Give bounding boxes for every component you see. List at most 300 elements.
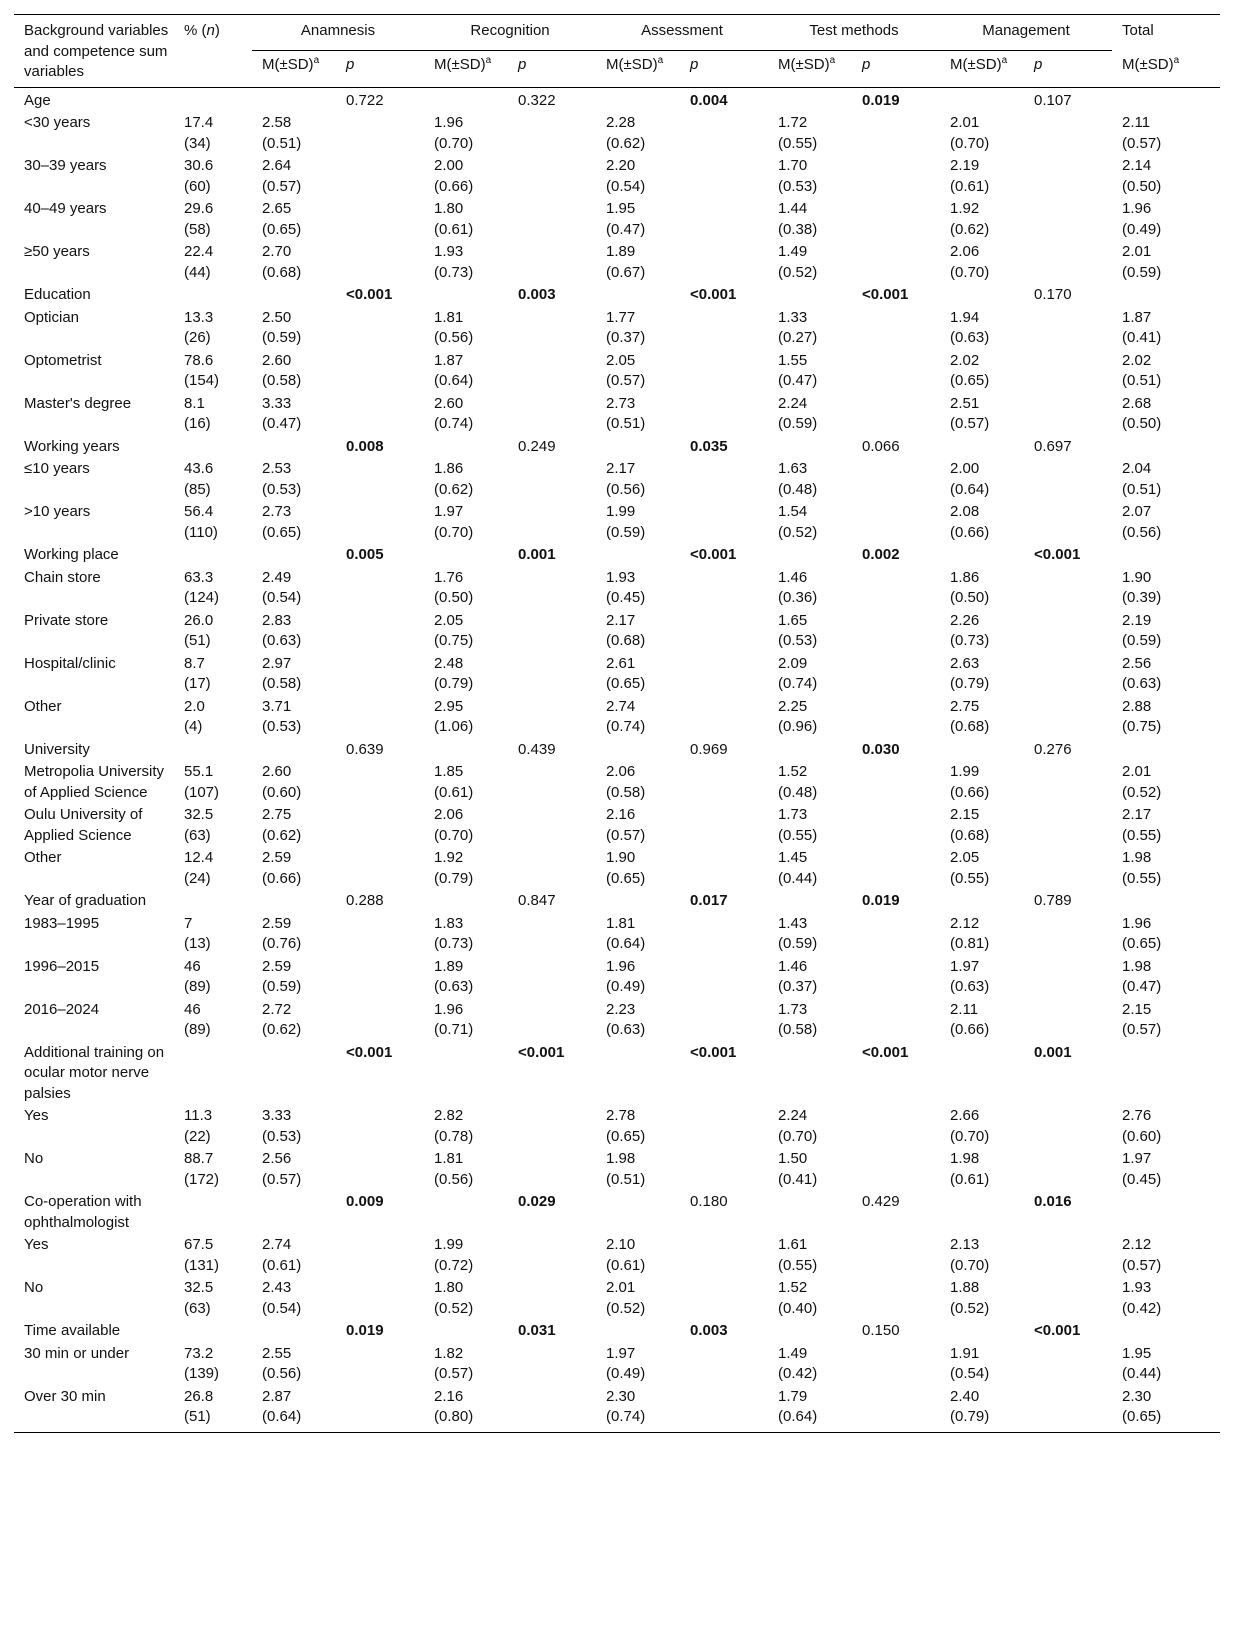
table-row [14, 501, 1220, 544]
p-value [680, 567, 768, 610]
mean-sd-cell [252, 87, 336, 112]
total-mean-sd: 2.01 (0.59) [1122, 243, 1162, 281]
table-row [14, 567, 1220, 610]
percent-n: 67.5 (131) [184, 1236, 220, 1274]
mean-sd-cell: 1.81 (0.56) [434, 1150, 474, 1188]
total-mean-sd: 2.56 (0.63) [1122, 654, 1162, 692]
mean-sd-cell: 1.96 (0.70) [434, 114, 474, 152]
category-label: Over 30 min [24, 1387, 106, 1405]
variable-label: Co-operation with ophthalmologist [24, 1193, 142, 1231]
p-value: 0.107 [1034, 91, 1072, 109]
p-value: <0.001 [690, 546, 737, 563]
table-row [14, 241, 1220, 284]
variable-label: Age [24, 91, 51, 109]
header-background: Background variables and competence sum variables [24, 22, 169, 80]
table-row [14, 1386, 1220, 1433]
p-value [508, 1277, 596, 1320]
mean-sd-cell [252, 544, 336, 567]
total-cell [1112, 1320, 1220, 1343]
category-label: 40–49 years [24, 200, 107, 217]
total-mean-sd: 2.76 (0.60) [1122, 1107, 1162, 1145]
mean-sd-cell: 2.56 (0.57) [262, 1150, 302, 1188]
mean-sd-cell [424, 1320, 508, 1343]
p-value [680, 999, 768, 1042]
mean-sd-cell: 1.86 (0.50) [950, 568, 990, 606]
variable-group-row [14, 87, 1220, 112]
category-label: Other [24, 697, 62, 715]
p-value [1024, 1386, 1112, 1433]
table-row [14, 761, 1220, 804]
mean-sd-cell [596, 284, 680, 307]
total-mean-sd: 2.12 (0.57) [1122, 1236, 1162, 1274]
mean-sd-cell: 1.90 (0.65) [606, 849, 646, 887]
mean-sd-cell [768, 544, 852, 567]
mean-sd-cell [252, 284, 336, 307]
mean-sd-cell: 2.19 (0.61) [950, 157, 990, 195]
mean-sd-cell: 2.00 (0.66) [434, 157, 474, 195]
percent-n: 46 (89) [184, 957, 211, 995]
mean-sd-cell: 3.33 (0.47) [262, 394, 302, 432]
p-value [1024, 610, 1112, 653]
percent-n: 32.5 (63) [184, 1279, 214, 1317]
p-value [852, 1277, 940, 1320]
p-value: <0.001 [346, 286, 393, 303]
p-value [336, 307, 424, 350]
p-value: <0.001 [862, 286, 909, 303]
p-value [336, 610, 424, 653]
p-value [336, 155, 424, 198]
mean-sd-cell [940, 544, 1024, 567]
mean-sd-cell: 2.06 (0.70) [950, 243, 990, 281]
p-value [1024, 653, 1112, 696]
mean-sd-cell [940, 890, 1024, 913]
mean-sd-cell: 2.63 (0.79) [950, 654, 990, 692]
mean-sd-cell: 1.97 (0.63) [950, 957, 990, 995]
p-value: <0.001 [1034, 546, 1081, 563]
p-value: 0.008 [346, 437, 384, 455]
p-value [508, 1343, 596, 1386]
category-label: 1996–2015 [24, 957, 100, 975]
percent-n: 2.0 (4) [184, 697, 205, 735]
p-value [680, 696, 768, 739]
p-value: 0.002 [862, 546, 900, 563]
mean-sd-cell: 2.08 (0.66) [950, 503, 990, 541]
p-value [1024, 1105, 1112, 1148]
mean-sd-cell [940, 284, 1024, 307]
p-value: 0.439 [518, 740, 556, 758]
mean-sd-cell: 2.60 (0.74) [434, 394, 474, 432]
table-row [14, 999, 1220, 1042]
p-value: 0.019 [862, 892, 900, 909]
p-value [1024, 1234, 1112, 1277]
total-mean-sd: 2.68 (0.50) [1122, 394, 1162, 432]
p-value [336, 999, 424, 1042]
p-value [508, 653, 596, 696]
p-value [508, 198, 596, 241]
mean-sd-cell: 2.59 (0.66) [262, 849, 302, 887]
p-value [1024, 696, 1112, 739]
mean-sd-cell [596, 87, 680, 112]
total-mean-sd: 2.02 (0.51) [1122, 351, 1162, 389]
total-mean-sd: 2.04 (0.51) [1122, 460, 1162, 498]
p-value: 0.016 [1034, 1193, 1072, 1210]
p-value [336, 112, 424, 155]
p-value [1024, 847, 1112, 890]
category-label: Chain store [24, 568, 101, 586]
mean-sd-cell [940, 87, 1024, 112]
percent-n: 8.1 (16) [184, 394, 211, 432]
percent-n: 43.6 (85) [184, 460, 214, 498]
mean-sd-cell: 1.81 (0.56) [434, 308, 474, 346]
mean-sd-cell: 2.16 (0.57) [606, 806, 646, 844]
category-label: Hospital/clinic [24, 654, 116, 672]
mean-sd-cell: 2.05 (0.75) [434, 611, 474, 649]
mean-sd-cell: 1.88 (0.52) [950, 1279, 990, 1317]
p-value [1024, 567, 1112, 610]
mean-sd-cell: 1.33 (0.27) [778, 308, 818, 346]
p-value: 0.001 [1034, 1043, 1072, 1061]
p-value [1024, 956, 1112, 999]
mean-sd-cell: 1.94 (0.63) [950, 308, 990, 346]
p-value [680, 458, 768, 501]
p-value [680, 393, 768, 436]
mean-sd-cell: 2.72 (0.62) [262, 1000, 302, 1038]
header-test-methods: Test methods [768, 15, 940, 51]
mean-sd-cell: 2.55 (0.56) [262, 1344, 302, 1382]
mean-sd-cell: 2.60 (0.60) [262, 763, 302, 801]
mean-sd-cell: 2.64 (0.57) [262, 157, 302, 195]
mean-sd-cell [768, 284, 852, 307]
percent-cell [174, 1042, 252, 1106]
mean-sd-cell: 2.24 (0.59) [778, 394, 818, 432]
mean-sd-cell [424, 1191, 508, 1234]
p-value: 0.003 [518, 286, 556, 303]
p-value [508, 1234, 596, 1277]
variable-group-row [14, 1320, 1220, 1343]
total-mean-sd: 1.96 (0.65) [1122, 914, 1162, 952]
p-value: 0.017 [690, 892, 728, 909]
percent-n: 26.0 (51) [184, 611, 214, 649]
mean-sd-cell: 2.09 (0.74) [778, 654, 818, 692]
p-value-header: p [518, 56, 527, 74]
mean-sd-cell [252, 1320, 336, 1343]
header-percent [174, 15, 252, 88]
p-value: 0.029 [518, 1193, 556, 1210]
p-value [508, 956, 596, 999]
mean-sd-cell: 2.15 (0.68) [950, 806, 990, 844]
percent-n: 11.3 (22) [184, 1107, 213, 1145]
p-value [336, 1386, 424, 1433]
mean-sd-cell: 2.48 (0.79) [434, 654, 474, 692]
mean-sd-cell [596, 890, 680, 913]
p-value [852, 956, 940, 999]
percent-n: 29.6 (58) [184, 200, 214, 238]
percent-cell [174, 436, 252, 459]
p-value: 0.001 [518, 546, 556, 563]
p-value [336, 956, 424, 999]
p-value [336, 1277, 424, 1320]
p-value [680, 241, 768, 284]
percent-cell [174, 87, 252, 112]
p-value: 0.288 [346, 892, 384, 909]
table-row [14, 1343, 1220, 1386]
mean-sd-cell: 1.99 (0.66) [950, 763, 990, 801]
percent-cell [174, 739, 252, 762]
p-value [508, 1148, 596, 1191]
p-value [336, 501, 424, 544]
category-label: Master's degree [24, 394, 132, 412]
header-recognition: Recognition [424, 15, 596, 51]
total-mean-sd: 1.95 (0.44) [1122, 1344, 1162, 1382]
mean-sd-cell [424, 544, 508, 567]
mean-sd-cell: 1.96 (0.49) [606, 957, 646, 995]
total-mean-sd: 2.11 (0.57) [1122, 114, 1162, 152]
p-value [852, 1148, 940, 1191]
variable-group-row [14, 436, 1220, 459]
mean-sd-cell: 2.51 (0.57) [950, 394, 990, 432]
mean-sd-cell: 2.01 (0.70) [950, 114, 990, 152]
mean-sd-cell: 2.50 (0.59) [262, 308, 302, 346]
percent-n: 8.7 (17) [184, 654, 211, 692]
mean-sd-cell: 2.49 (0.54) [262, 568, 302, 606]
mean-sd-header: $M(\pm SD)^a$ [778, 55, 836, 74]
p-value [336, 804, 424, 847]
header-assessment: Assessment [596, 15, 768, 51]
p-value [508, 307, 596, 350]
p-value: <0.001 [346, 1043, 393, 1061]
mean-sd-cell [768, 436, 852, 459]
mean-sd-cell [252, 739, 336, 762]
mean-sd-cell: 2.65 (0.65) [262, 200, 302, 238]
p-value [508, 501, 596, 544]
p-value [680, 1386, 768, 1433]
total-mean-sd: 1.97 (0.45) [1122, 1150, 1162, 1188]
p-value [852, 567, 940, 610]
percent-n: 46 (89) [184, 1000, 211, 1038]
p-value [336, 653, 424, 696]
p-value [336, 241, 424, 284]
mean-sd-cell: 2.26 (0.73) [950, 611, 990, 649]
mean-sd-cell: 1.80 (0.61) [434, 200, 474, 238]
mean-sd-cell: 2.23 (0.63) [606, 1000, 646, 1038]
p-value-header: p [690, 56, 699, 74]
percent-n: 55.1 (107) [184, 763, 220, 801]
p-value [336, 847, 424, 890]
p-value [852, 696, 940, 739]
p-value [680, 1343, 768, 1386]
p-value [680, 307, 768, 350]
mean-sd-cell: 2.75 (0.68) [950, 697, 990, 735]
table-row [14, 393, 1220, 436]
p-value: 0.003 [690, 1322, 728, 1339]
category-label: ≤10 years [24, 460, 90, 477]
p-value [1024, 350, 1112, 393]
mean-sd-cell: 2.13 (0.70) [950, 1236, 990, 1274]
p-value [508, 610, 596, 653]
variable-group-row [14, 739, 1220, 762]
p-value [852, 804, 940, 847]
p-value [1024, 155, 1112, 198]
p-value: 0.005 [346, 546, 384, 563]
p-value: 0.639 [346, 740, 384, 758]
p-value: 0.035 [690, 437, 728, 455]
p-value-header: p [346, 56, 355, 74]
mean-sd-cell: 1.72 (0.55) [778, 114, 818, 152]
p-value [336, 1234, 424, 1277]
category-label: <30 years [24, 114, 91, 131]
p-value [1024, 1148, 1112, 1191]
p-value-header: p [1034, 56, 1043, 74]
results-table-container [14, 14, 1220, 1433]
mean-sd-cell: 2.40 (0.79) [950, 1387, 990, 1425]
p-value [1024, 393, 1112, 436]
mean-sd-cell: 1.98 (0.61) [950, 1150, 990, 1188]
percent-n: 13.3 (26) [184, 308, 214, 346]
mean-sd-cell [596, 1191, 680, 1234]
p-value [852, 999, 940, 1042]
p-value [680, 155, 768, 198]
category-label: Oulu University of Applied Science [24, 806, 143, 844]
category-label: Optometrist [24, 351, 102, 369]
mean-sd-cell: 1.93 (0.45) [606, 568, 646, 606]
total-cell [1112, 890, 1220, 913]
header-row-groups [14, 15, 1220, 51]
mean-sd-cell: 1.65 (0.53) [778, 611, 818, 649]
p-value [852, 1234, 940, 1277]
p-value [852, 155, 940, 198]
mean-sd-cell [252, 436, 336, 459]
mean-sd-cell [768, 1042, 852, 1106]
total-mean-sd: 1.87 (0.41) [1122, 308, 1162, 346]
total-cell [1112, 544, 1220, 567]
table-row [14, 804, 1220, 847]
mean-sd-cell [424, 87, 508, 112]
percent-n: 17.4 (34) [184, 114, 214, 152]
p-value [336, 393, 424, 436]
mean-sd-cell: 2.66 (0.70) [950, 1107, 990, 1145]
p-value [508, 567, 596, 610]
total-mean-sd: 2.19 (0.59) [1122, 611, 1162, 649]
mean-sd-cell [940, 739, 1024, 762]
total-mean-sd: 2.30 (0.65) [1122, 1387, 1162, 1425]
p-value [1024, 241, 1112, 284]
p-value [1024, 501, 1112, 544]
percent-n: 56.4 (110) [184, 503, 218, 541]
mean-sd-cell: 2.73 (0.51) [606, 394, 646, 432]
p-value [1024, 761, 1112, 804]
mean-sd-cell: 2.28 (0.62) [606, 114, 646, 152]
category-label: 1983–1995 [24, 914, 100, 932]
p-value [1024, 1343, 1112, 1386]
mean-sd-cell: 1.99 (0.72) [434, 1236, 474, 1274]
p-value: <0.001 [862, 1043, 909, 1061]
mean-sd-cell [596, 1042, 680, 1106]
p-value [508, 350, 596, 393]
p-value [680, 956, 768, 999]
percent-n: 26.8 (51) [184, 1387, 214, 1425]
percent-cell [174, 284, 252, 307]
mean-sd-cell: 1.85 (0.61) [434, 763, 474, 801]
p-value: 0.322 [518, 91, 556, 109]
mean-sd-cell: 1.97 (0.49) [606, 1344, 646, 1382]
table-row [14, 350, 1220, 393]
total-mean-sd: 2.15 (0.57) [1122, 1000, 1162, 1038]
p-value [336, 696, 424, 739]
mean-sd-cell: 1.50 (0.41) [778, 1150, 818, 1188]
percent-cell [174, 890, 252, 913]
mean-sd-cell: 1.80 (0.52) [434, 1279, 474, 1317]
mean-sd-cell: 1.73 (0.58) [778, 1000, 818, 1038]
p-value [680, 1105, 768, 1148]
mean-sd-cell: 2.25 (0.96) [778, 697, 818, 735]
p-value: 0.429 [862, 1193, 900, 1210]
mean-sd-header: $M(\pm SD)^a$ [434, 55, 492, 74]
p-value [1024, 1277, 1112, 1320]
mean-sd-cell: 2.59 (0.76) [262, 914, 302, 952]
mean-sd-cell: 1.45 (0.44) [778, 849, 818, 887]
p-value [680, 1234, 768, 1277]
mean-sd-cell: 2.58 (0.51) [262, 114, 302, 152]
p-value [680, 501, 768, 544]
mean-sd-cell: 1.89 (0.67) [606, 243, 646, 281]
mean-sd-cell [424, 1042, 508, 1106]
mean-sd-cell [596, 739, 680, 762]
p-value [852, 847, 940, 890]
total-cell [1112, 284, 1220, 307]
p-value [852, 610, 940, 653]
p-value [680, 198, 768, 241]
mean-sd-cell: 1.76 (0.50) [434, 568, 474, 606]
mean-sd-cell: 1.92 (0.79) [434, 849, 474, 887]
p-value: <0.001 [690, 286, 737, 303]
percent-n: 78.6 (154) [184, 351, 220, 389]
table-row [14, 458, 1220, 501]
mean-sd-cell [940, 1320, 1024, 1343]
p-value [680, 847, 768, 890]
total-mean-sd: 2.07 (0.56) [1122, 503, 1162, 541]
variable-group-row [14, 890, 1220, 913]
p-value [852, 241, 940, 284]
p-value [508, 804, 596, 847]
mean-sd-cell: 1.96 (0.71) [434, 1000, 474, 1038]
p-value [852, 913, 940, 956]
p-value [852, 761, 940, 804]
p-value: 0.009 [346, 1193, 384, 1210]
percent-n: 32.5 (63) [184, 806, 214, 844]
p-value [1024, 913, 1112, 956]
mean-sd-cell: 2.20 (0.54) [606, 157, 646, 195]
mean-sd-cell [940, 1042, 1024, 1106]
mean-sd-cell: 2.97 (0.58) [262, 654, 302, 692]
mean-sd-cell: 1.52 (0.48) [778, 763, 818, 801]
mean-sd-cell [768, 1191, 852, 1234]
p-value [1024, 198, 1112, 241]
table-row [14, 956, 1220, 999]
mean-sd-cell: 1.61 (0.55) [778, 1236, 818, 1274]
mean-sd-cell: 1.46 (0.36) [778, 568, 818, 606]
p-value [336, 198, 424, 241]
mean-sd-cell: 2.74 (0.61) [262, 1236, 302, 1274]
p-value: 0.276 [1034, 740, 1072, 758]
total-mean-sd: 2.14 (0.50) [1122, 157, 1162, 195]
p-value [336, 350, 424, 393]
mean-sd-cell: 2.10 (0.61) [606, 1236, 646, 1274]
percent-cell [174, 1191, 252, 1234]
p-value [508, 112, 596, 155]
variable-label: Working years [24, 437, 120, 455]
p-value [1024, 458, 1112, 501]
mean-sd-cell [252, 1191, 336, 1234]
